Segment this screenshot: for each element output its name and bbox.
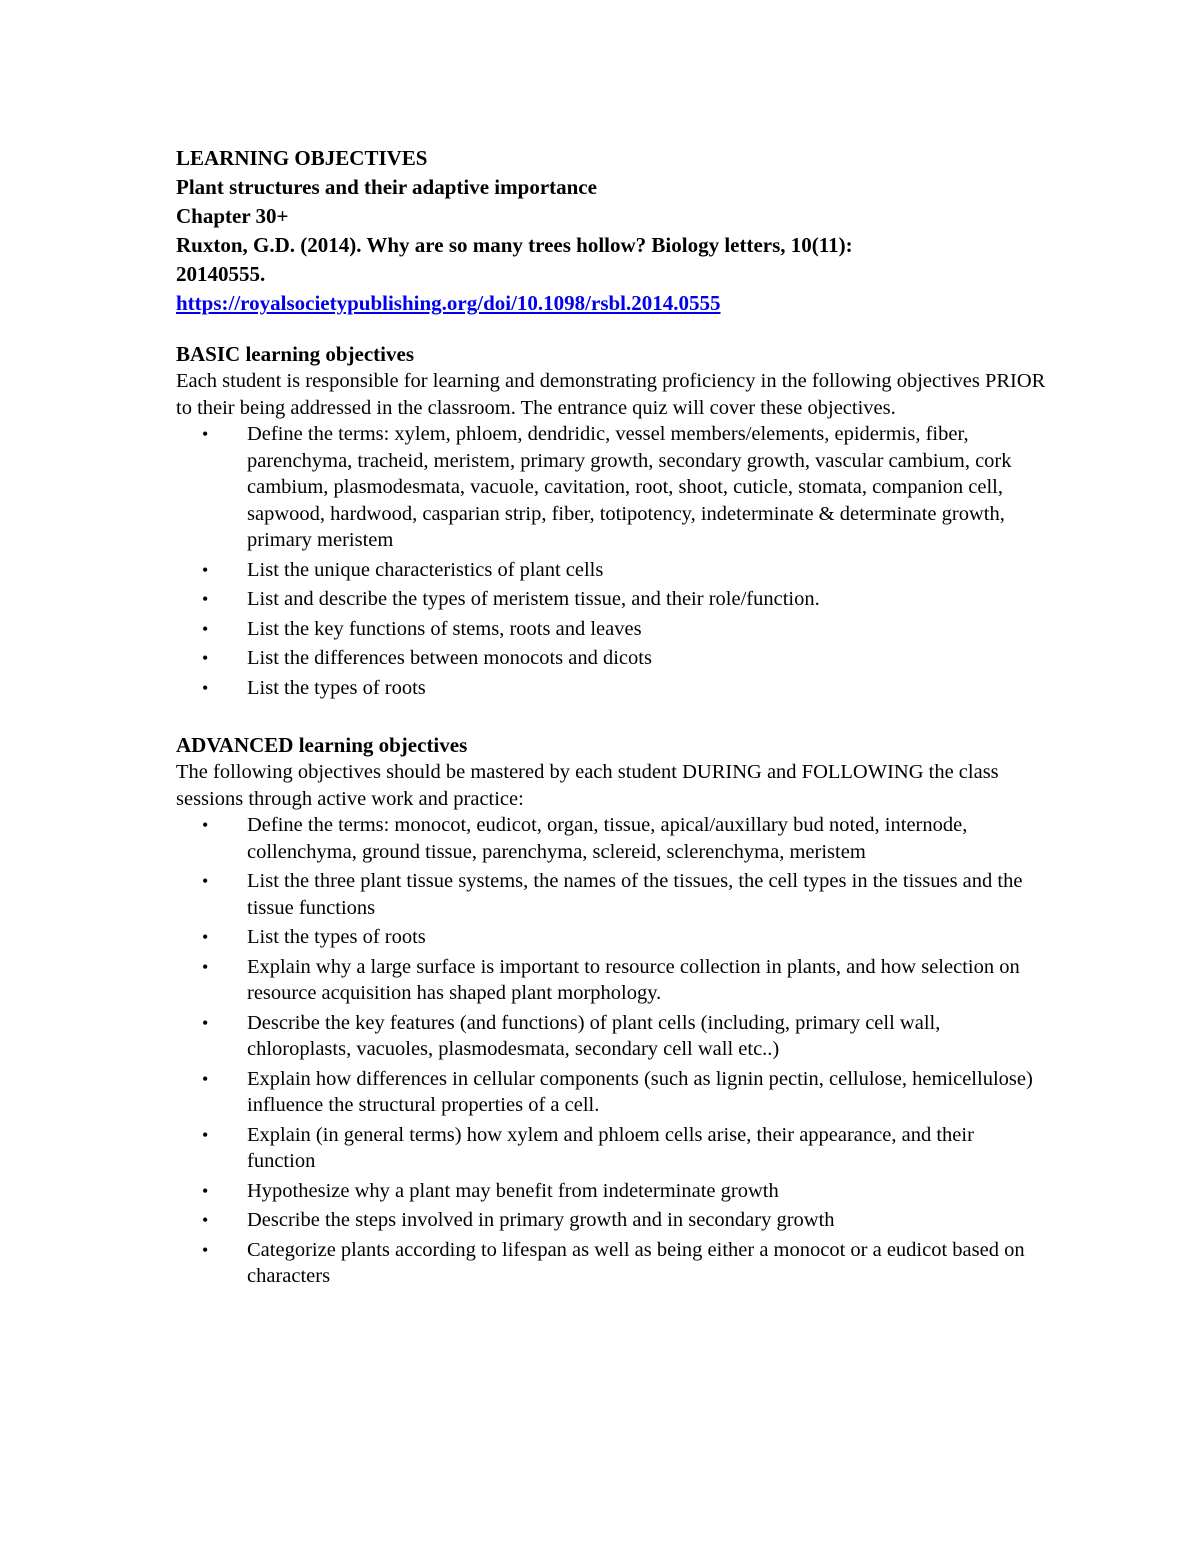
basic-intro: Each student is responsible for learning and demonstrating proficiency in the following objectives PRIOR to their being addressed in the classroom. The entrance quiz will cover these objectives. xyxy=(176,370,1046,419)
bullet-icon: • xyxy=(202,1012,209,1033)
list-item xyxy=(176,421,1046,554)
advanced-section xyxy=(176,731,1046,1290)
list-item xyxy=(176,1010,1046,1063)
list-item-text: List the key functions of stems, roots and leaves xyxy=(247,617,642,640)
list-item xyxy=(176,1207,1046,1234)
list-item-text: Explain (in general terms) how xylem and phloem cells arise, their appearance, and their function xyxy=(247,1123,974,1172)
bullet-icon: • xyxy=(202,424,209,444)
list-item xyxy=(176,924,1046,951)
document-header xyxy=(176,144,1046,318)
list-item xyxy=(176,557,1046,584)
bullet-icon: • xyxy=(202,927,209,947)
list-item xyxy=(176,586,1046,613)
list-item xyxy=(176,1122,1046,1175)
list-item-text: Define the terms: monocot, eudicot, organ, tissue, apical/auxillary bud noted, internode, collenchyma, ground tissue, parenchyma, sclereid, sclerenchyma, meristem xyxy=(247,814,968,863)
list-item xyxy=(176,1178,1046,1205)
bullet-icon: • xyxy=(202,589,209,609)
list-item xyxy=(176,645,1046,672)
bullet-icon: • xyxy=(202,1210,209,1230)
list-item-text: List the differences between monocots and dicots xyxy=(247,647,652,669)
list-item-text: Categorize plants according to lifespan as well as being either a monocot or a eudicot based on characters xyxy=(247,1238,1025,1287)
basic-heading: BASIC learning objectives xyxy=(176,342,414,366)
document-title: LEARNING OBJECTIVES xyxy=(176,146,428,170)
list-item-text: Describe the key features (and functions) of plant cells (including, primary cell wall, chloroplasts, vacuoles, plasmodesmata, secondary cell wall etc..) xyxy=(247,1011,941,1060)
citation-line-2: 20140555. xyxy=(176,262,266,286)
list-item-text: Describe the steps involved in primary growth and in secondary growth xyxy=(247,1209,835,1231)
chapter-label: Chapter 30+ xyxy=(176,204,289,228)
list-item-text: List the unique characteristics of plant cells xyxy=(247,558,604,581)
list-item xyxy=(176,675,1046,702)
bullet-icon: • xyxy=(202,1180,209,1201)
list-item-text: Explain why a large surface is important to resource collection in plants, and how selection on resource acquisition has shaped plant morphology. xyxy=(247,955,1020,1004)
list-item-text: List and describe the types of meristem tissue, and their role/function. xyxy=(247,588,820,610)
bullet-icon: • xyxy=(202,618,209,639)
document-subtitle: Plant structures and their adaptive importance xyxy=(176,175,597,199)
bullet-icon: • xyxy=(202,956,209,977)
list-item-text: List the types of roots xyxy=(247,676,426,699)
basic-objectives-list xyxy=(176,421,1046,701)
list-item-text: Explain how differences in cellular components (such as lignin pectin, cellulose, hemicellulose) influence the structural properties of a cell. xyxy=(247,1067,1033,1116)
bullet-icon: • xyxy=(202,648,209,668)
citation-line-1: Ruxton, G.D. (2014). Why are so many trees hollow? Biology letters, 10(11): xyxy=(176,233,853,257)
list-item-text: Hypothesize why a plant may benefit from indeterminate growth xyxy=(247,1179,779,1202)
list-item xyxy=(176,616,1046,643)
list-item xyxy=(176,954,1046,1007)
list-item-text: List the three plant tissue systems, the names of the tissues, the cell types in the tissues and the tissue functions xyxy=(247,870,1023,919)
bullet-icon: • xyxy=(202,677,209,698)
list-item xyxy=(176,1066,1046,1119)
article-link[interactable]: https://royalsocietypublishing.org/doi/10.1098/rsbl.2014.0555 xyxy=(176,291,721,315)
bullet-icon: • xyxy=(202,1239,209,1260)
document-page xyxy=(176,144,1046,1293)
list-item xyxy=(176,812,1046,865)
bullet-icon: • xyxy=(202,559,209,580)
list-item-text: Define the terms: xylem, phloem, dendridic, vessel members/elements, epidermis, fiber, parenchyma, tracheid, meristem, primary growth, secondary growth, vascular cambium, cork cambium, plasmodesmata, vacuole, cavitation, root, shoot, cuticle, stomata, companion cell, sapwood, hardwood, casparian strip, fiber, totipotency, indeterminate & determinate growth, primary meristem xyxy=(247,423,1012,551)
basic-section xyxy=(176,340,1046,701)
bullet-icon: • xyxy=(202,1068,209,1089)
bullet-icon: • xyxy=(202,871,209,891)
list-item-text: List the types of roots xyxy=(247,926,426,948)
advanced-intro: The following objectives should be mastered by each student DURING and FOLLOWING the class sessions through active work and practice: xyxy=(176,761,999,810)
bullet-icon: • xyxy=(202,815,209,835)
list-item xyxy=(176,1237,1046,1290)
list-item xyxy=(176,868,1046,921)
advanced-objectives-list xyxy=(176,812,1046,1290)
advanced-heading: ADVANCED learning objectives xyxy=(176,733,468,757)
bullet-icon: • xyxy=(202,1124,209,1145)
